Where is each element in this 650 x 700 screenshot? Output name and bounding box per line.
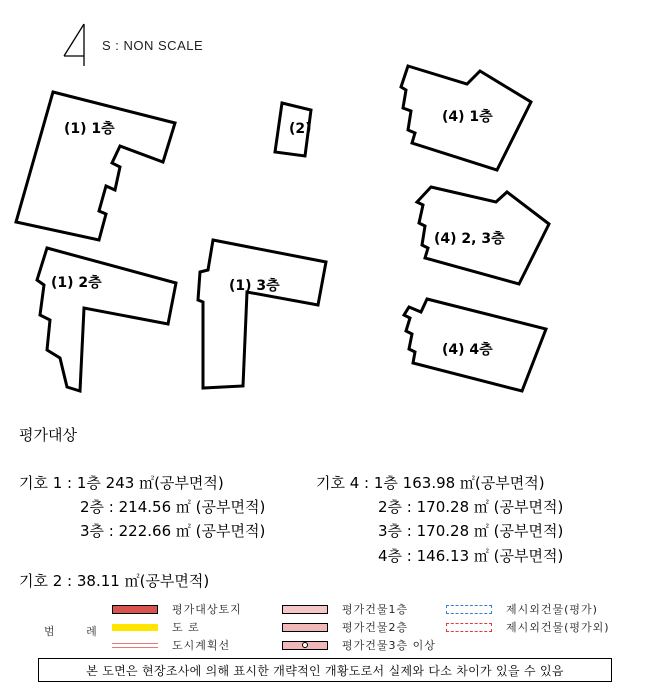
summary-right-line: 기호 4 : 1층 163.98 ㎡(공부면적) — [316, 474, 545, 492]
disclaimer-text: 본 도면은 현장조사에 의해 표시한 개략적인 개황도로서 실제와 다소 차이가 있을 수 있음 — [86, 663, 564, 678]
building-label: (4) 1층 — [442, 109, 493, 125]
legend-label: 도 로 — [172, 621, 200, 634]
summary-right-line: 2층 : 170.28 ㎡ (공부면적) — [378, 498, 564, 516]
legend-label: 평가건물3층 이상 — [342, 639, 436, 652]
legend-label: 평가건물2층 — [342, 621, 409, 634]
summary-heading: 평가대상 — [19, 426, 77, 444]
building-1-floor-1 — [16, 92, 175, 240]
legend-label: 도시계획선 — [172, 639, 231, 652]
summary-right-line: 4층 : 146.13 ㎡ (공부면적) — [378, 547, 564, 565]
legend-item-plan-line — [112, 638, 230, 652]
legend-swatch — [112, 605, 158, 614]
legend-swatch — [282, 605, 328, 614]
building-label: (2) — [289, 121, 312, 137]
summary-left-line: 3층 : 222.66 ㎡ (공부면적) — [80, 522, 266, 540]
circle-marker-icon — [302, 642, 308, 648]
legend-label: 평가대상토지 — [172, 603, 242, 616]
scale-label: S : NON SCALE — [102, 38, 204, 53]
legend-item-ext-blue — [446, 602, 598, 616]
summary-left-line: 2층 : 214.56 ㎡ (공부면적) — [80, 498, 266, 516]
summary-left-line: 기호 1 : 1층 243 ㎡(공부면적) — [19, 474, 224, 492]
disclaimer-box — [38, 658, 612, 682]
summary-left-line: 기호 2 : 38.11 ㎡(공부면적) — [19, 572, 210, 590]
legend-label: 평가건물1층 — [342, 603, 409, 616]
legend-swatch — [446, 605, 492, 614]
building-label: (1) 1층 — [64, 121, 115, 137]
legend-item-land — [112, 602, 242, 616]
building-1-floor-3 — [198, 240, 326, 388]
legend-swatch — [112, 643, 158, 648]
building-label: (4) 2, 3층 — [434, 231, 505, 247]
building-1-floor-2 — [37, 248, 176, 391]
legend-item-bld3 — [282, 638, 436, 652]
legend-label: 제시외건물(평가외) — [506, 621, 610, 634]
building-label: (1) 3층 — [229, 278, 280, 294]
legend-item-bld2 — [282, 620, 408, 634]
north-arrow-icon — [64, 24, 84, 66]
legend-swatch — [112, 624, 158, 631]
legend-swatch — [282, 623, 328, 632]
legend-swatch — [446, 623, 492, 632]
building-label: (4) 4층 — [442, 342, 493, 358]
legend-item-bld1 — [282, 602, 408, 616]
legend-label: 제시외건물(평가) — [506, 603, 598, 616]
building-label: (1) 2층 — [51, 275, 102, 291]
summary-right-line: 3층 : 170.28 ㎡ (공부면적) — [378, 522, 564, 540]
legend-item-ext-red — [446, 620, 610, 634]
legend-heading: 범 례 — [44, 625, 111, 638]
legend-item-road — [112, 620, 200, 634]
legend-swatch — [282, 641, 328, 650]
